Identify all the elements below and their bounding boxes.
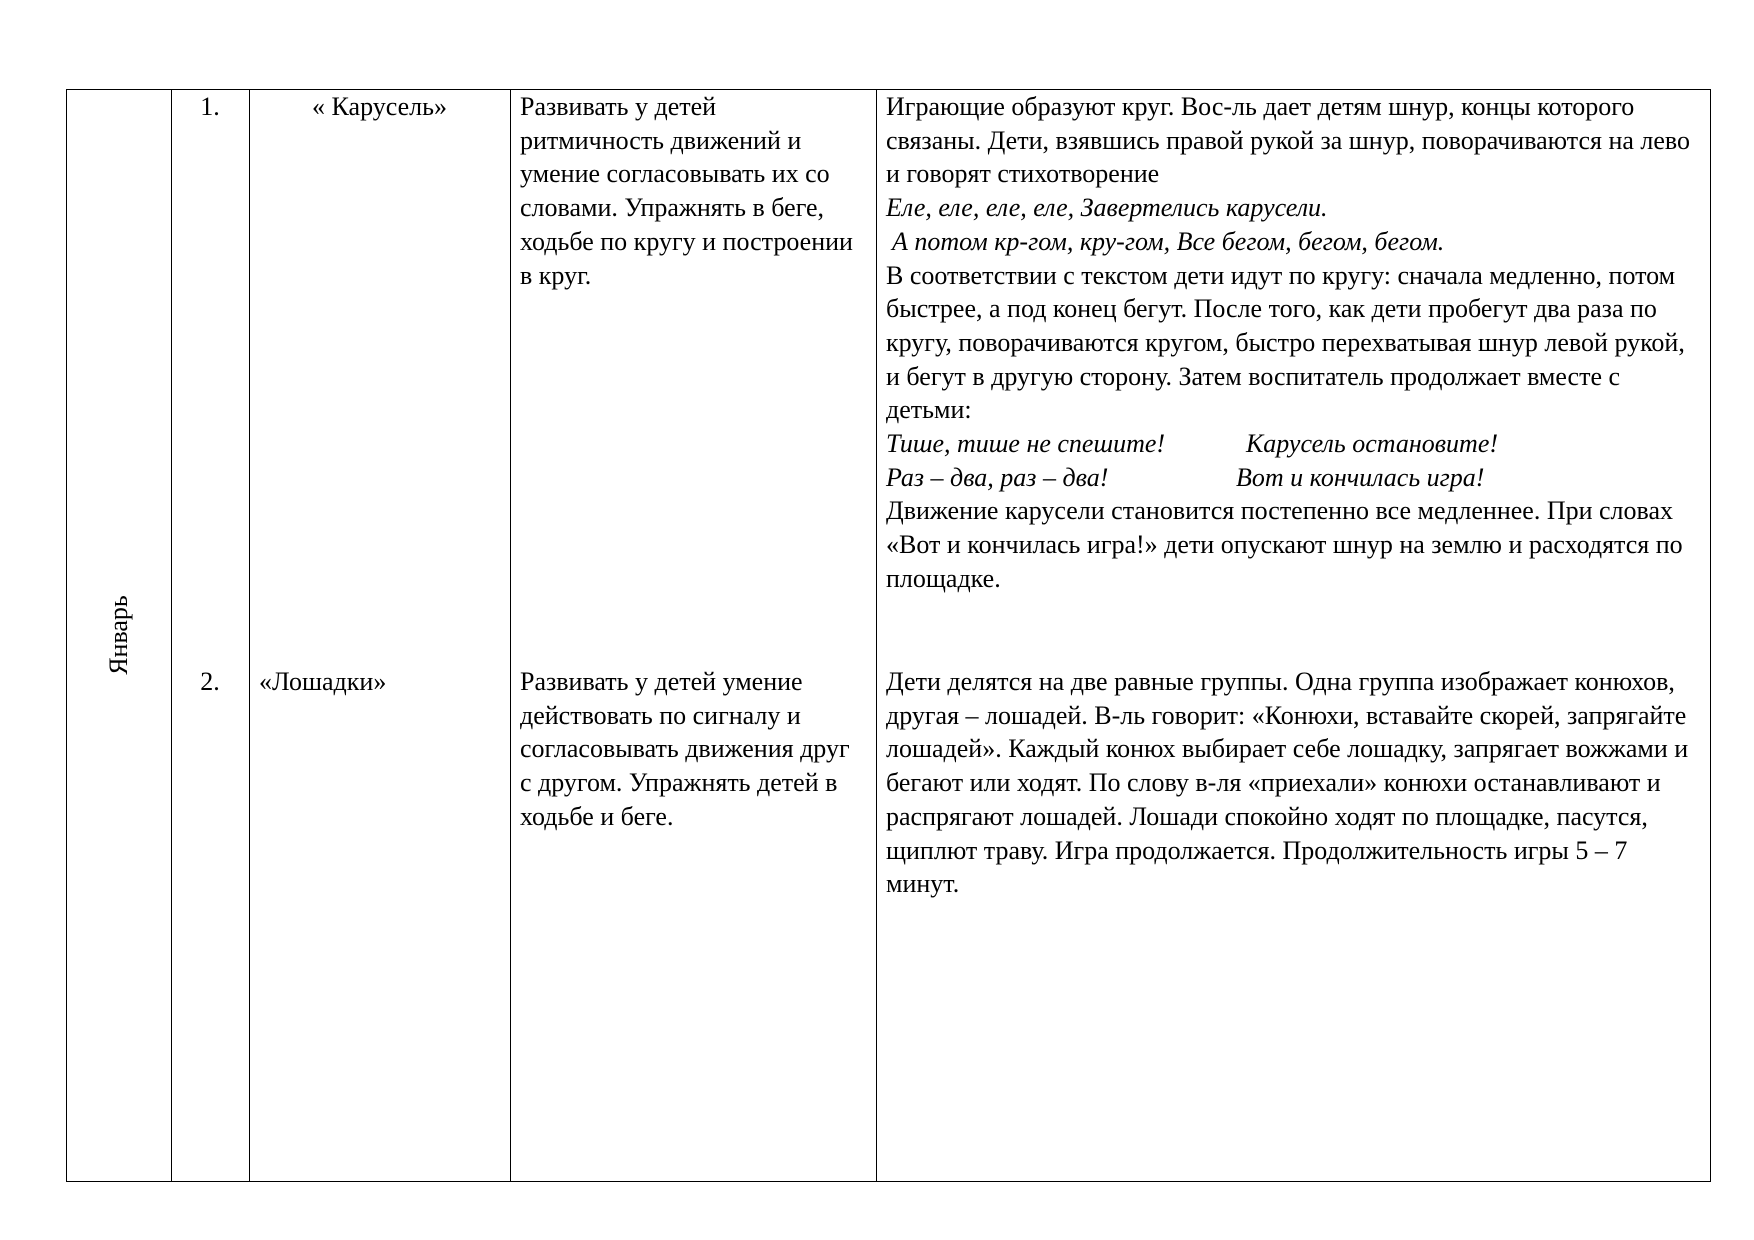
- verse-line: А потом кр-гом, кру-гом, Все бегом, бегом, бегом.: [892, 226, 1445, 256]
- game-description: [876, 90, 1712, 596]
- verse-part: Карусель остановите!: [1246, 429, 1499, 459]
- game-goal-text: Развивать у детей умение действовать по сигналу и согласовывать движения друг с другом. Упражнять детей в ходьбе и беге.: [520, 667, 850, 831]
- verse-line: Еле, еле, еле, еле, Завертелись карусели.: [886, 193, 1328, 223]
- month-cell: [67, 90, 171, 1181]
- description-outro: Движение карусели становится постепенно все медленнее. При словах «Вот и кончилась игра!» дети опускают шнур на землю и расходятся по площадке.: [886, 496, 1683, 593]
- verse-part: Тише, тише не спешите!: [886, 429, 1166, 459]
- verse-part: Вот и кончилась игра!: [1236, 462, 1485, 492]
- game-description: [876, 665, 1712, 901]
- game-goal: [510, 665, 876, 834]
- game-title: «Лошадки»: [259, 667, 387, 696]
- month-label: Январь: [104, 595, 133, 675]
- game-goal: [510, 90, 876, 292]
- column-divider: [171, 90, 172, 1181]
- games-table: [66, 89, 1711, 1182]
- game-number: 1.: [200, 92, 220, 121]
- verse-part: Раз – два, раз – два!: [886, 462, 1109, 492]
- game-goal-text: Развивать у детей ритмичность движений и умение согласовывать их со словами. Упражнять в беге, ходьбе по кругу и построении в круг.: [520, 92, 853, 290]
- description-intro: Играющие образуют круг. Вос-ль дает детям шнур, концы которого связаны. Дети, взявшись правой рукой за шнур, поворачиваются на лево и говорят стихотворение: [886, 92, 1691, 189]
- game-title: « Карусель»: [312, 92, 447, 121]
- verse-row: [886, 461, 1702, 495]
- game-number: 2.: [200, 667, 220, 696]
- description-middle: В соответствии с текстом дети идут по кругу: сначала медленно, потом быстрее, а под конец бегут. После того, как дети пробегут два раза по кругу, поворачиваются кругом, быстро перехватывая шнур левой рукой, и бегут в другую сторону. Затем воспитатель продолжает вместе с детьми:: [886, 260, 1685, 425]
- column-divider: [249, 90, 250, 1181]
- description-text: Дети делятся на две равные группы. Одна группа изображает конюхов, другая – лошадей. В-ль говорит: «Конюхи, вставайте скорей, запрягайте лошадей». Каждый конюх выбирает себе лошадку, запрягает вожжами и бегают или ходят. По слову в-ля «приехали» конюхи останавливают и распрягают лошадей. Лошади спокойно ходят по площадке, пасутся, щиплют траву. Игра продолжается. Продолжительность игры 5 – 7 минут.: [886, 667, 1689, 899]
- verse-row: [886, 427, 1702, 461]
